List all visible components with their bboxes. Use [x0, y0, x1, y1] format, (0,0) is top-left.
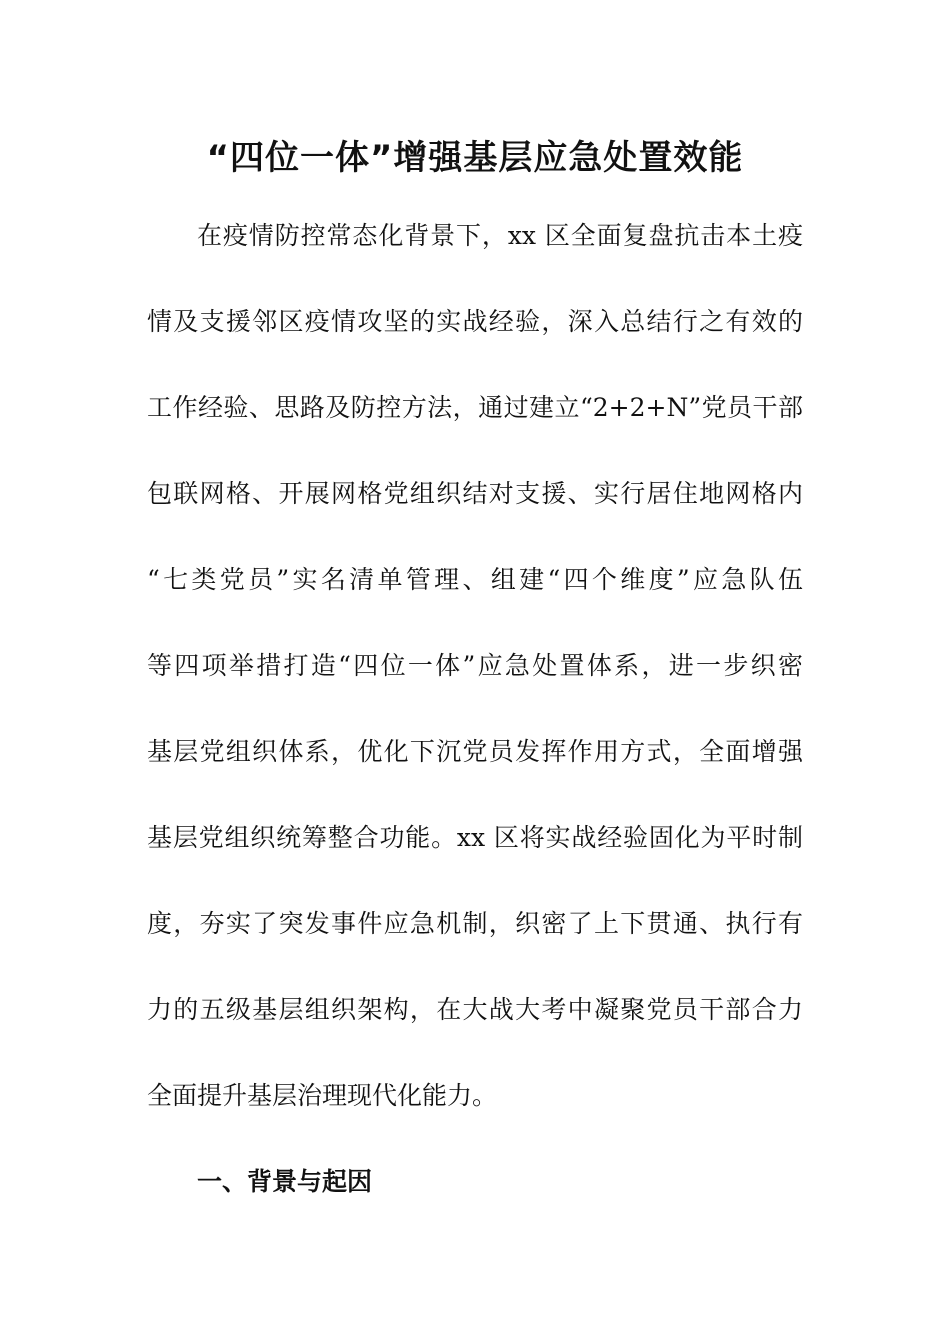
- paragraph-line: 全面提升基层治理现代化能力。: [147, 1081, 498, 1110]
- section-heading: 一、背景与起因: [197, 1167, 373, 1196]
- paragraph-line: 度，夯实了突发事件应急机制，织密了上下贯通、执行有: [147, 909, 803, 938]
- paragraph-line: 力的五级基层组织架构，在大战大考中凝聚党员干部合力: [147, 995, 803, 1024]
- paragraph-line: 基层党组织体系，优化下沉党员发挥作用方式，全面增强: [147, 737, 803, 766]
- paragraph-line: 包联网格、开展网格党组织结对支援、实行居住地网格内: [147, 479, 803, 508]
- paragraph-line: 在疫情防控常态化背景下，xx 区全面复盘抗击本土疫: [197, 221, 803, 250]
- paragraph-line: 工作经验、思路及防控方法，通过建立“2+2+N”党员干部: [147, 393, 803, 422]
- paragraph-line: “七类党员”实名清单管理、组建“四个维度”应急队伍: [147, 565, 803, 594]
- paragraph-line: 等四项举措打造“四位一体”应急处置体系，进一步织密: [147, 651, 803, 680]
- paragraph-line: 基层党组织统筹整合功能。xx 区将实战经验固化为平时制: [147, 823, 803, 852]
- paragraph-line: 情及支援邻区疫情攻坚的实战经验，深入总结行之有效的: [147, 307, 803, 336]
- document-title: “四位一体”增强基层应急处置效能: [206, 138, 744, 178]
